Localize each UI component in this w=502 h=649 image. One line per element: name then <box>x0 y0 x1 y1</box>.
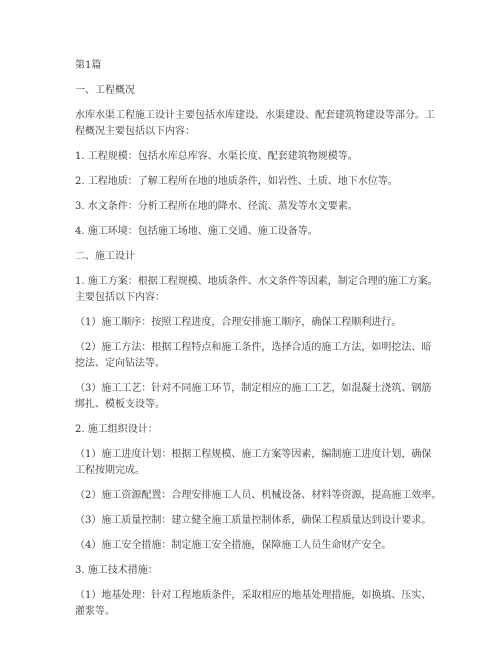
section-label <box>75 58 437 74</box>
text-line: 一、工程概况 <box>75 85 135 96</box>
text-line: 2. 工程地质：了解工程所在地的地质条件，如岩性、土质、地下水位等。 <box>75 176 398 187</box>
sub-list-item <box>75 588 437 620</box>
list-item <box>75 274 437 306</box>
text-line: （1）施工进度计划：根据工程规模、施工方案等因素，编制施工进度计划，确保 <box>75 449 432 460</box>
list-item <box>75 199 437 215</box>
sub-list-item <box>75 447 437 479</box>
paragraph <box>75 108 437 140</box>
text-line: 1. 施工方案：根据工程规模、地质条件、水文条件等因素，制定合理的施工方案。 <box>75 276 438 287</box>
sub-list-item <box>75 381 437 413</box>
text-line: 3. 施工技术措施： <box>75 565 158 576</box>
text-line: （4）施工安全措施：制定施工安全措施，保障施工人员生命财产安全。 <box>75 540 392 551</box>
text-line: （3）施工质量控制：建立健全施工质量控制体系，确保工程质量达到设计要求。 <box>75 515 432 526</box>
text-line: 第1篇 <box>75 60 102 71</box>
heading-project-overview <box>75 83 437 99</box>
text-line: 绑扎、模板支设等。 <box>75 399 165 410</box>
text-line: 工程按期完成。 <box>75 465 145 476</box>
sub-list-item <box>75 538 437 554</box>
text-line: 1. 工程规模：包括水库总库容、水渠长度、配套建筑物规模等。 <box>75 151 358 162</box>
list-item <box>75 563 437 579</box>
list-item <box>75 174 437 190</box>
text-line: 水库水渠工程施工设计主要包括水库建设、水渠建设、配套建筑物建设等部分。工 <box>75 110 435 121</box>
text-line: 挖法、定向钻法等。 <box>75 358 165 369</box>
text-line: 4. 施工环境：包括施工场地、施工交通、施工设备等。 <box>75 226 318 237</box>
sub-list-item <box>75 340 437 372</box>
sub-list-item <box>75 513 437 529</box>
text-line: （2）施工资源配置：合理安排施工人员、机械设备、材料等资源，提高施工效率。 <box>75 490 442 501</box>
sub-list-item <box>75 315 437 331</box>
text-line: （1）施工顺序：按照工程进度，合理安排施工顺序，确保工程顺利进行。 <box>75 317 402 328</box>
text-line: 灌浆等。 <box>75 606 115 617</box>
text-line: 2. 施工组织设计： <box>75 424 158 435</box>
text-line: （3）施工工艺：针对不同施工环节，制定相应的施工工艺，如混凝土浇筑、钢筋 <box>75 383 432 394</box>
list-item <box>75 149 437 165</box>
text-line: 程概况主要包括以下内容： <box>75 126 195 137</box>
sub-list-item <box>75 488 442 504</box>
list-item <box>75 224 437 240</box>
text-line: 主要包括以下内容： <box>75 292 165 303</box>
document-body <box>75 58 442 629</box>
text-line: 3. 水文条件：分析工程所在地的降水、径流、蒸发等水文要素。 <box>75 201 358 212</box>
heading-construction-design <box>75 249 437 265</box>
text-line: 二、施工设计 <box>75 251 135 262</box>
list-item <box>75 422 437 438</box>
text-line: （1）地基处理：针对工程地质条件，采取相应的地基处理措施，如换填、压实、 <box>75 590 432 601</box>
text-line: （2）施工方法：根据工程特点和施工条件，选择合适的施工方法，如明挖法、暗 <box>75 342 432 353</box>
